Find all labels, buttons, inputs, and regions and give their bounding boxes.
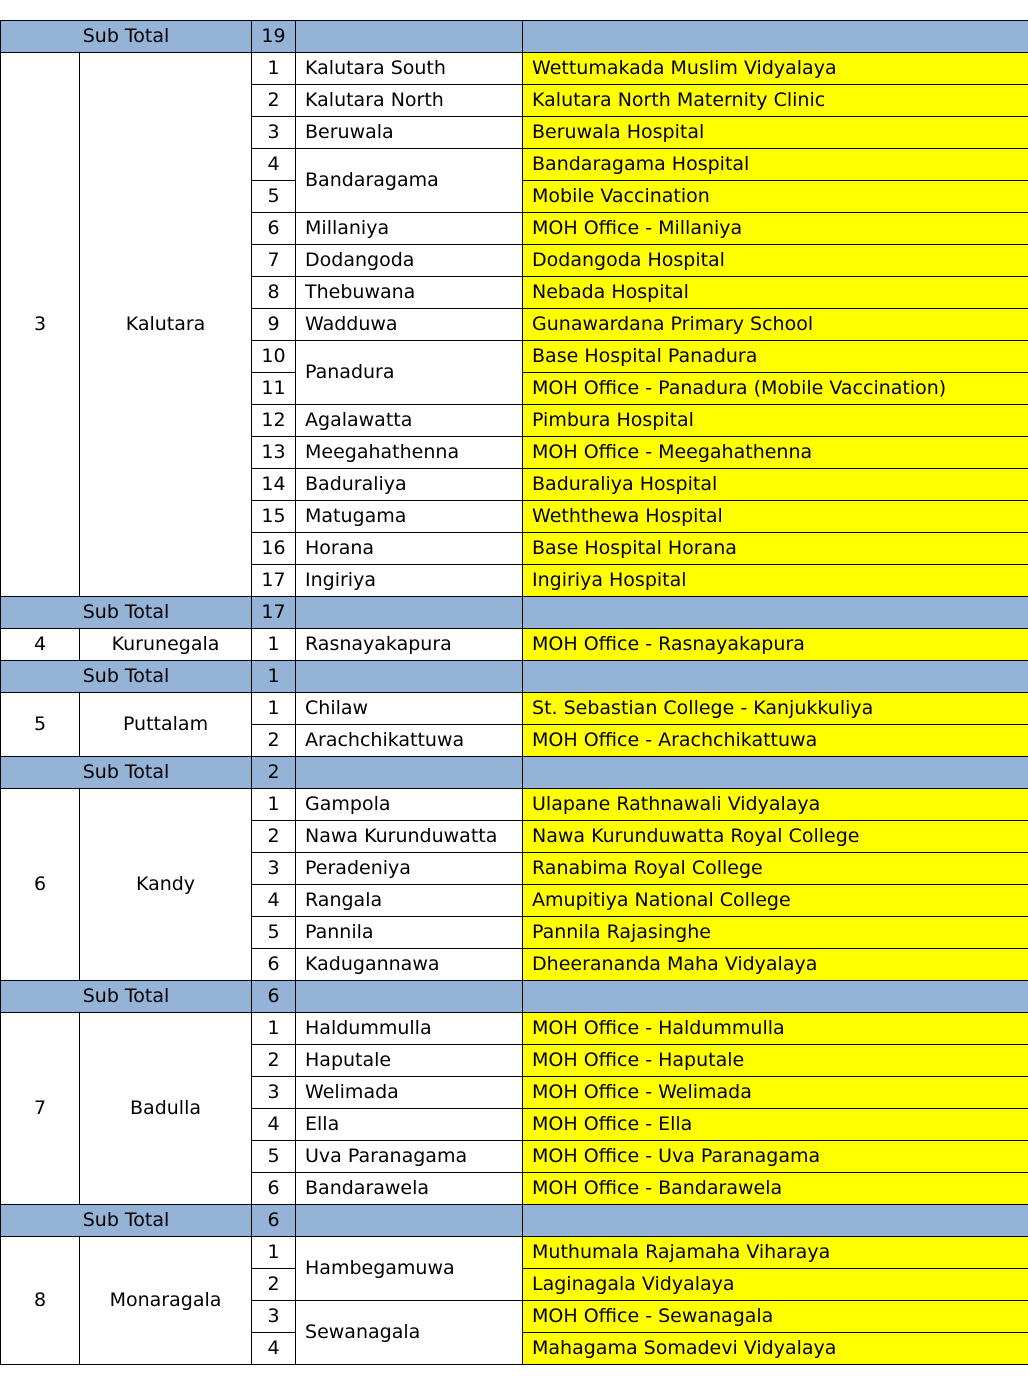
subtotal-count: 6: [252, 981, 296, 1013]
district-number: 8: [1, 1237, 80, 1365]
row-number: 14: [252, 469, 296, 501]
vaccination-center: Pannila Rajasinghe: [523, 917, 1028, 949]
district-name: Kalutara: [80, 53, 252, 597]
vaccination-center: MOH Office - Haputale: [523, 1045, 1028, 1077]
row-number: 2: [252, 1269, 296, 1301]
moh-area: Sewanagala: [296, 1301, 523, 1365]
moh-area: Haputale: [296, 1045, 523, 1077]
row-number: 16: [252, 533, 296, 565]
subtotal-empty-center: [523, 981, 1028, 1013]
moh-area: Wadduwa: [296, 309, 523, 341]
moh-area: Dodangoda: [296, 245, 523, 277]
moh-area: Bandaragama: [296, 149, 523, 213]
vaccination-center: MOH Office - Sewanagala: [523, 1301, 1028, 1333]
row-number: 3: [252, 853, 296, 885]
table-row: [1, 1237, 1028, 1269]
subtotal-label: Sub Total: [1, 597, 252, 629]
subtotal-label: Sub Total: [1, 1205, 252, 1237]
subtotal-empty-center: [523, 21, 1028, 53]
subtotal-empty-moh: [296, 661, 523, 693]
subtotal-empty-moh: [296, 597, 523, 629]
vaccination-center: Nawa Kurunduwatta Royal College: [523, 821, 1028, 853]
row-number: 5: [252, 917, 296, 949]
vaccination-center: Bandaragama Hospital: [523, 149, 1028, 181]
moh-area: Arachchikattuwa: [296, 725, 523, 757]
table-row: [1, 789, 1028, 821]
vaccination-center: Pimbura Hospital: [523, 405, 1028, 437]
moh-area: Ella: [296, 1109, 523, 1141]
vaccination-center: Laginagala Vidyalaya: [523, 1269, 1028, 1301]
vaccination-center: Amupitiya National College: [523, 885, 1028, 917]
subtotal-empty-moh: [296, 21, 523, 53]
moh-area: Haldummulla: [296, 1013, 523, 1045]
subtotal-row: [1, 597, 1028, 629]
subtotal-empty-moh: [296, 757, 523, 789]
moh-area: Kadugannawa: [296, 949, 523, 981]
subtotal-empty-center: [523, 1205, 1028, 1237]
district-name: Monaragala: [80, 1237, 252, 1365]
moh-area: Beruwala: [296, 117, 523, 149]
moh-area: Bandarawela: [296, 1173, 523, 1205]
subtotal-empty-moh: [296, 981, 523, 1013]
row-number: 10: [252, 341, 296, 373]
row-number: 2: [252, 725, 296, 757]
subtotal-count: 6: [252, 1205, 296, 1237]
vaccination-center: Ranabima Royal College: [523, 853, 1028, 885]
moh-area: Rasnayakapura: [296, 629, 523, 661]
row-number: 5: [252, 181, 296, 213]
subtotal-empty-center: [523, 757, 1028, 789]
row-number: 3: [252, 117, 296, 149]
vaccination-center: Dodangoda Hospital: [523, 245, 1028, 277]
vaccination-center: Kalutara North Maternity Clinic: [523, 85, 1028, 117]
subtotal-count: 1: [252, 661, 296, 693]
vaccination-center: MOH Office - Uva Paranagama: [523, 1141, 1028, 1173]
moh-area: Nawa Kurunduwatta: [296, 821, 523, 853]
row-number: 4: [252, 1333, 296, 1365]
subtotal-label: Sub Total: [1, 981, 252, 1013]
vaccination-center: Nebada Hospital: [523, 277, 1028, 309]
row-number: 3: [252, 1301, 296, 1333]
district-name: Kandy: [80, 789, 252, 981]
vaccination-center: MOH Office - Bandarawela: [523, 1173, 1028, 1205]
subtotal-count: 2: [252, 757, 296, 789]
vaccination-center: MOH Office - Rasnayakapura: [523, 629, 1028, 661]
subtotal-label: Sub Total: [1, 757, 252, 789]
moh-area: Peradeniya: [296, 853, 523, 885]
moh-area: Chilaw: [296, 693, 523, 725]
row-number: 6: [252, 949, 296, 981]
vaccination-centers-table: [0, 20, 1028, 1365]
moh-area: Matugama: [296, 501, 523, 533]
row-number: 4: [252, 149, 296, 181]
moh-area: Welimada: [296, 1077, 523, 1109]
row-number: 12: [252, 405, 296, 437]
vaccination-center: MOH Office - Welimada: [523, 1077, 1028, 1109]
row-number: 2: [252, 85, 296, 117]
subtotal-empty-center: [523, 661, 1028, 693]
vaccination-center: Mahagama Somadevi Vidyalaya: [523, 1333, 1028, 1365]
row-number: 3: [252, 1077, 296, 1109]
row-number: 17: [252, 565, 296, 597]
table-row: [1, 53, 1028, 85]
row-number: 1: [252, 1013, 296, 1045]
row-number: 6: [252, 213, 296, 245]
row-number: 5: [252, 1141, 296, 1173]
moh-area: Horana: [296, 533, 523, 565]
vaccination-center: Wettumakada Muslim Vidyalaya: [523, 53, 1028, 85]
moh-area: Kalutara North: [296, 85, 523, 117]
row-number: 8: [252, 277, 296, 309]
subtotal-label: Sub Total: [1, 661, 252, 693]
subtotal-empty-center: [523, 597, 1028, 629]
vaccination-center: MOH Office - Ella: [523, 1109, 1028, 1141]
district-number: 5: [1, 693, 80, 757]
subtotal-count: 19: [252, 21, 296, 53]
vaccination-center: Muthumala Rajamaha Viharaya: [523, 1237, 1028, 1269]
vaccination-center: Base Hospital Horana: [523, 533, 1028, 565]
subtotal-row: [1, 981, 1028, 1013]
vaccination-center: Dheerananda Maha Vidyalaya: [523, 949, 1028, 981]
table-row: [1, 693, 1028, 725]
vaccination-center: St. Sebastian College - Kanjukkuliya: [523, 693, 1028, 725]
row-number: 13: [252, 437, 296, 469]
vaccination-center: Baduraliya Hospital: [523, 469, 1028, 501]
district-name: Puttalam: [80, 693, 252, 757]
moh-area: Ingiriya: [296, 565, 523, 597]
moh-area: Gampola: [296, 789, 523, 821]
row-number: 9: [252, 309, 296, 341]
row-number: 1: [252, 789, 296, 821]
vaccination-center: Ulapane Rathnawali Vidyalaya: [523, 789, 1028, 821]
moh-area: Pannila: [296, 917, 523, 949]
district-name: Kurunegala: [80, 629, 252, 661]
vaccination-center: MOH Office - Panadura (Mobile Vaccination): [523, 373, 1028, 405]
table-body: [1, 21, 1028, 1365]
moh-area: Kalutara South: [296, 53, 523, 85]
row-number: 1: [252, 1237, 296, 1269]
moh-area: Rangala: [296, 885, 523, 917]
moh-area: Agalawatta: [296, 405, 523, 437]
vaccination-center: MOH Office - Meegahathenna: [523, 437, 1028, 469]
row-number: 4: [252, 1109, 296, 1141]
vaccination-center: MOH Office - Millaniya: [523, 213, 1028, 245]
subtotal-row: [1, 1205, 1028, 1237]
district-number: 6: [1, 789, 80, 981]
subtotal-label: Sub Total: [1, 21, 252, 53]
subtotal-row: [1, 661, 1028, 693]
vaccination-center: Gunawardana Primary School: [523, 309, 1028, 341]
vaccination-center: Beruwala Hospital: [523, 117, 1028, 149]
vaccination-center: MOH Office - Haldummulla: [523, 1013, 1028, 1045]
row-number: 1: [252, 53, 296, 85]
row-number: 15: [252, 501, 296, 533]
row-number: 1: [252, 693, 296, 725]
row-number: 2: [252, 821, 296, 853]
district-name: Badulla: [80, 1013, 252, 1205]
table-row: [1, 629, 1028, 661]
moh-area: Uva Paranagama: [296, 1141, 523, 1173]
moh-area: Panadura: [296, 341, 523, 405]
moh-area: Millaniya: [296, 213, 523, 245]
table-row: [1, 1013, 1028, 1045]
subtotal-row: [1, 21, 1028, 53]
vaccination-center: Ingiriya Hospital: [523, 565, 1028, 597]
subtotal-count: 17: [252, 597, 296, 629]
moh-area: Hambegamuwa: [296, 1237, 523, 1301]
vaccination-center: Weththewa Hospital: [523, 501, 1028, 533]
row-number: 6: [252, 1173, 296, 1205]
vaccination-center: Mobile Vaccination: [523, 181, 1028, 213]
row-number: 1: [252, 629, 296, 661]
row-number: 11: [252, 373, 296, 405]
district-number: 4: [1, 629, 80, 661]
subtotal-empty-moh: [296, 1205, 523, 1237]
row-number: 4: [252, 885, 296, 917]
row-number: 2: [252, 1045, 296, 1077]
subtotal-row: [1, 757, 1028, 789]
moh-area: Baduraliya: [296, 469, 523, 501]
moh-area: Meegahathenna: [296, 437, 523, 469]
district-number: 7: [1, 1013, 80, 1205]
vaccination-center: Base Hospital Panadura: [523, 341, 1028, 373]
district-number: 3: [1, 53, 80, 597]
moh-area: Thebuwana: [296, 277, 523, 309]
vaccination-center: MOH Office - Arachchikattuwa: [523, 725, 1028, 757]
row-number: 7: [252, 245, 296, 277]
